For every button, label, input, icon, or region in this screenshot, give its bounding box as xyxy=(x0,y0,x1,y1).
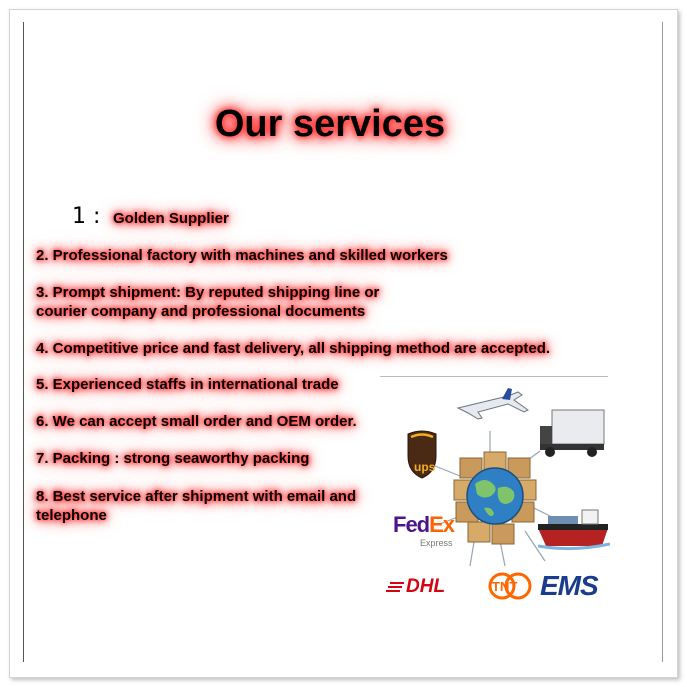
item-6: 6. We can accept small order and OEM order. xyxy=(36,413,357,430)
globe-icon xyxy=(467,468,523,524)
airplane-icon xyxy=(458,388,528,419)
ups-logo-text: ups xyxy=(414,460,436,474)
right-divider xyxy=(662,22,663,662)
truck-icon xyxy=(540,410,604,457)
item-4: 4. Competitive price and fast delivery, all shipping method are accepted. xyxy=(36,340,551,357)
item-3-line-1: 3. Prompt shipment: By reputed shipping line or xyxy=(36,284,380,301)
item-8-line-2: telephone xyxy=(36,507,107,524)
logistics-illustration xyxy=(380,376,610,606)
item-8-line-1: 8. Best service after shipment with email and xyxy=(36,488,357,505)
item-5: 5. Experienced staffs in international trade xyxy=(36,376,339,393)
ems-logo-text: EMS xyxy=(540,570,598,601)
tnt-logo-text: TNT xyxy=(492,579,518,594)
page-title: Our services xyxy=(214,103,446,145)
fedex-logo xyxy=(393,512,454,538)
fedex-express-text: Express xyxy=(420,538,453,548)
fedex-fed-text: Fed xyxy=(393,512,430,537)
item-1: Golden Supplier xyxy=(113,210,229,227)
item-2: 2. Professional factory with machines and skilled workers xyxy=(36,247,448,264)
item-1-number: 1 : xyxy=(72,204,101,229)
dhl-logo-text: DHL xyxy=(406,576,446,597)
item-7: 7. Packing : strong seaworthy packing xyxy=(36,450,310,467)
item-3-line-2: courier company and professional documents xyxy=(36,303,366,320)
fedex-ex-text: Ex xyxy=(429,512,455,537)
